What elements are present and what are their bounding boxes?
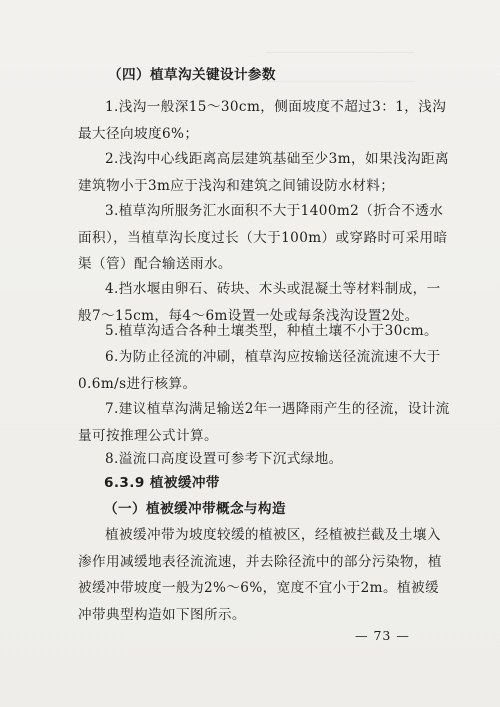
- design-item-5: 5.植草沟适合各种土壤类型，种植土壤不小于30cm。: [105, 323, 439, 339]
- design-item-2: 2.浅沟中心线距离高层建筑基础至少3m，如果浅沟距离建筑物小于3m应于浅沟和建筑之间铺设防水材料；: [78, 151, 449, 194]
- section-title: （四）植草沟关键设计参数: [108, 67, 276, 83]
- design-item-1: 1.浅沟一般深15～30cm，侧面坡度不超过3：1，浅沟最大径向坡度6%；: [78, 99, 447, 142]
- part-heading: （一）植被缓冲带概念与构造: [104, 501, 286, 517]
- design-item-8: 8.溢流口高度设置可参考下沉式绿地。: [105, 451, 343, 467]
- design-item-7: 7.建议植草沟满足输送2年一遇降雨产生的径流，设计流量可按推理公式计算。: [78, 401, 450, 444]
- page-number: — 73 —: [355, 628, 410, 643]
- design-item-6: 6.为防止径流的冲刷，植草沟应按输送径流流速不大于0.6m/s进行核算。: [78, 349, 441, 392]
- subsection-heading: 6.3.9 植被缓冲带: [104, 475, 220, 491]
- body-paragraph: 植被缓冲带为坡度较缓的植被区，经植被拦截及土壤入渗作用减缓地表径流流速，并去除径流中的部分污染物，植被缓冲带坡度一般为2%～6%，宽度不宜小于2m。植被缓冲带典型构造如下图所示。: [78, 527, 442, 623]
- design-item-4: 4.挡水堰由卵石、砖块、木头或混凝土等材料制成，一般7～15cm，每4～6m设置一处或每条浅沟设置2处。: [78, 281, 441, 324]
- design-item-3: 3.植草沟所服务汇水面积不大于1400m2（折合不透水面积），当植草沟长度过长（大于100m）或穿路时可采用暗渠（管）配合输送雨水。: [78, 203, 448, 272]
